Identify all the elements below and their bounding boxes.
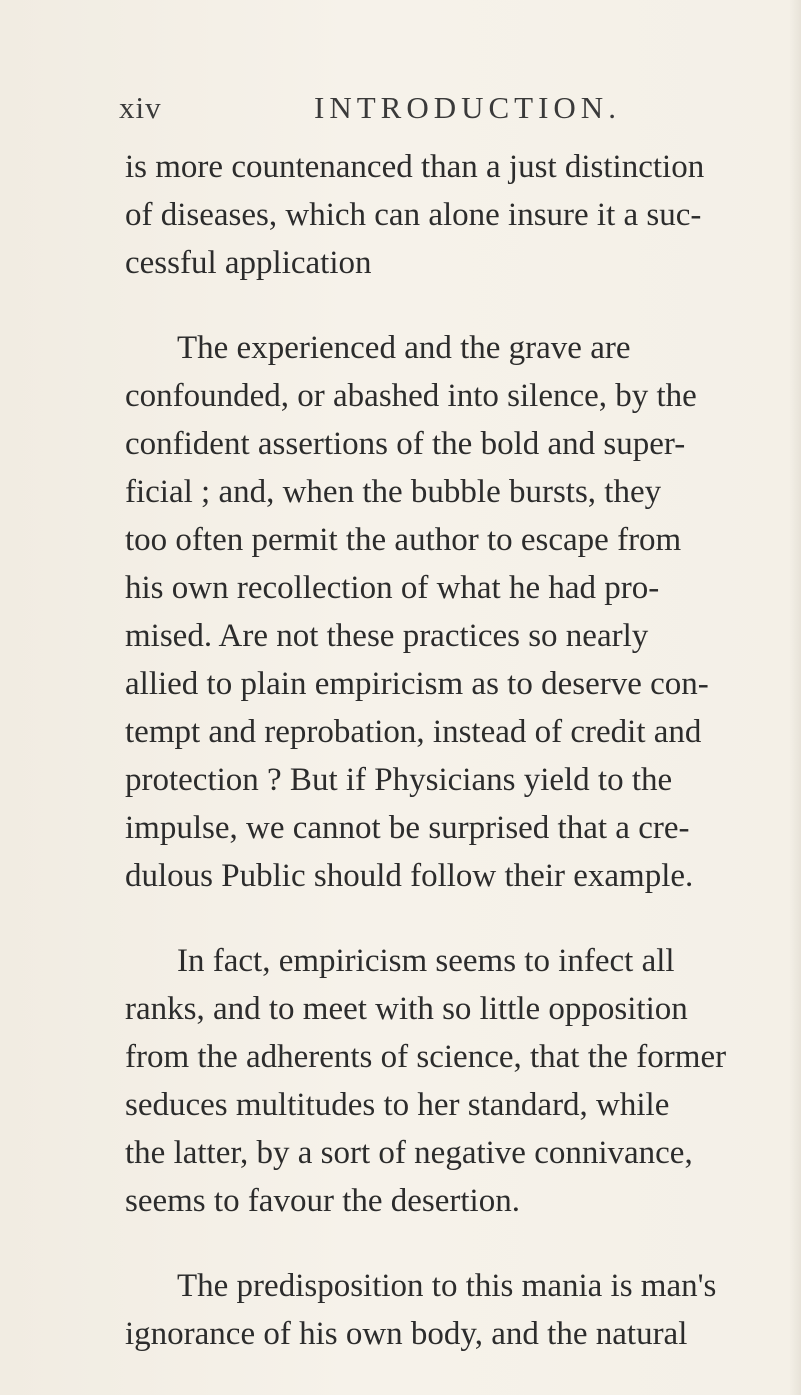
paragraph-gap — [125, 1225, 799, 1262]
text-line: mised. Are not these practices so nearly — [125, 618, 649, 654]
text-line: from the adherents of science, that the former — [125, 1039, 727, 1075]
text-line: the latter, by a sort of negative connivance, — [125, 1135, 693, 1171]
paragraph-1 — [125, 143, 799, 287]
body-text — [125, 143, 799, 1358]
page-number: xiv — [119, 90, 162, 125]
text-line: seems to favour the desertion. — [125, 1183, 520, 1219]
text-line: The experienced and the grave are — [177, 330, 631, 366]
paragraph-gap — [125, 287, 799, 324]
paragraph-4 — [125, 1262, 799, 1358]
text-line: confounded, or abashed into silence, by the — [125, 378, 697, 414]
text-line: is more countenanced than a just distinction — [125, 149, 705, 185]
running-title: INTRODUCTION. — [314, 90, 621, 125]
text-line: of diseases, which can alone insure it a suc- — [125, 197, 702, 233]
paragraph-2 — [125, 324, 799, 900]
text-line: cessful application — [125, 245, 372, 281]
paragraph-gap — [125, 900, 799, 937]
text-line: In fact, empiricism seems to infect all — [177, 943, 675, 979]
text-line: ranks, and to meet with so little opposition — [125, 991, 688, 1027]
text-line: protection ? But if Physicians yield to the — [125, 762, 673, 798]
text-line: ignorance of his own body, and the natural — [125, 1316, 688, 1352]
running-head — [0, 90, 801, 130]
paragraph-3 — [125, 937, 799, 1225]
text-line: confident assertions of the bold and super- — [125, 426, 686, 462]
text-line: tempt and reprobation, instead of credit and — [125, 714, 702, 750]
text-line: impulse, we cannot be surprised that a cre- — [125, 810, 690, 846]
text-line: seduces multitudes to her standard, while — [125, 1087, 670, 1123]
text-line: The predisposition to this mania is man's — [177, 1268, 717, 1304]
text-line: allied to plain empiricism as to deserve con- — [125, 666, 709, 702]
text-line: his own recollection of what he had pro- — [125, 570, 660, 606]
text-line: dulous Public should follow their example. — [125, 858, 694, 894]
text-line: too often permit the author to escape from — [125, 522, 682, 558]
text-line: ficial ; and, when the bubble bursts, they — [125, 474, 662, 510]
